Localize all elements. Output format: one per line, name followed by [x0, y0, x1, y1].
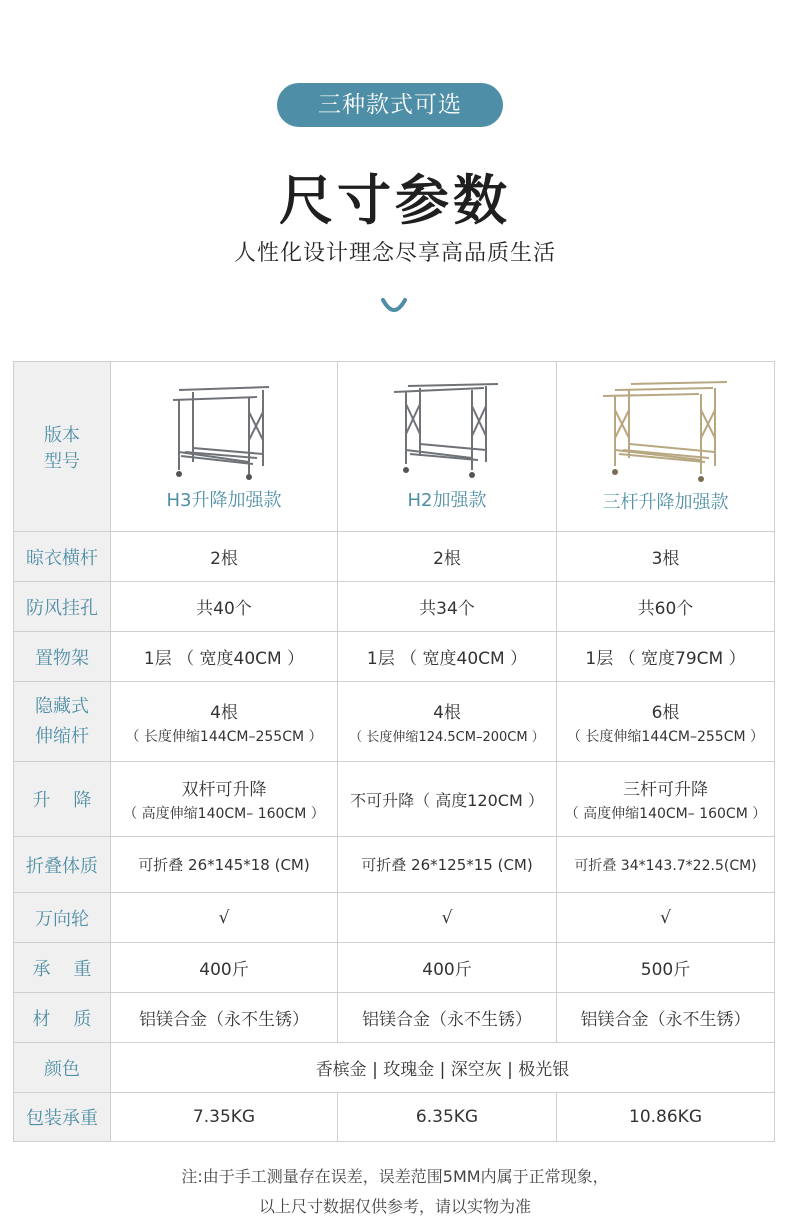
product-cell-three-bar: [557, 362, 775, 532]
table-cell: [111, 632, 338, 682]
table-row-color: [14, 1043, 775, 1093]
lift-range: （ 高度伸缩140CM– 160CM ）: [564, 806, 767, 822]
table-cell: 400斤: [111, 943, 338, 993]
telescopic-count: 4根: [433, 703, 461, 723]
page-title: 尺寸参数: [279, 169, 511, 232]
table-cell: [557, 762, 775, 837]
checkmark-icon: √: [660, 907, 671, 928]
table-cell: 共34个: [338, 582, 557, 632]
material-value: 铝镁合金（永不生锈）: [139, 1010, 309, 1030]
footnote-line-1: 注:由于手工测量存在误差，误差范围5MM内属于正常现象，: [181, 1167, 609, 1186]
row-label-model: 版本 型号: [14, 362, 111, 532]
style-options-badge: 三种款式可选: [277, 83, 503, 127]
row-label-color: 颜色: [14, 1043, 111, 1093]
color-options-cell: 香槟金 | 玫瑰金 | 深空灰 | 极光银: [111, 1043, 775, 1093]
smile-arc-icon: [380, 296, 408, 316]
row-label-material: 材 质: [14, 993, 111, 1043]
table-cell: 10.86KG: [557, 1093, 775, 1142]
table-cell: [557, 893, 775, 943]
shelf-value: 1层 （ 宽度40CM ）: [143, 649, 305, 669]
table-cell: [111, 682, 338, 762]
material-value: 铝镁合金（永不生锈）: [580, 1010, 751, 1030]
model-name-h3: H3升降加强款: [166, 489, 282, 511]
table-cell: [338, 762, 557, 837]
table-cell: [338, 837, 557, 893]
lift-value: 不可升降（ 高度120CM ）: [350, 790, 544, 810]
fold-value: 可折叠 26*125*15 (CM): [361, 856, 533, 874]
table-cell: [338, 632, 557, 682]
table-row-lift: [14, 762, 775, 837]
spec-table: [13, 361, 775, 1142]
product-cell-h2: [338, 362, 557, 532]
table-cell: [557, 837, 775, 893]
shelf-value: 1层 （ 宽度79CM ）: [585, 649, 746, 669]
table-cell: 共40个: [111, 582, 338, 632]
page-subtitle: 人性化设计理念尽享高品质生活: [233, 241, 556, 266]
table-row-package: [14, 1093, 775, 1142]
drying-rack-h2-image: [392, 382, 502, 482]
table-row-holes: [14, 582, 775, 632]
checkmark-icon: √: [441, 907, 453, 928]
table-cell: [111, 993, 338, 1043]
table-row-load: [14, 943, 775, 993]
lift-value: 三杆可升降: [623, 780, 708, 800]
table-cell: [557, 993, 775, 1043]
table-cell: 2根: [338, 532, 557, 582]
table-cell: [111, 837, 338, 893]
table-cell: 共60个: [557, 582, 775, 632]
telescopic-range: （ 长度伸缩144CM–255CM ）: [125, 728, 323, 745]
table-cell: [338, 893, 557, 943]
table-cell: [338, 682, 557, 762]
row-label-fold: 折叠体质: [14, 837, 111, 893]
fold-value: 可折叠 26*145*18 (CM): [138, 856, 310, 874]
row-label-shelf: 置物架: [14, 632, 111, 682]
row-label-telescopic: 隐藏式 伸缩杆: [14, 682, 111, 762]
table-row-fold: [14, 837, 775, 893]
table-cell: [111, 762, 338, 837]
product-cell-h3: [111, 362, 338, 532]
table-cell: [557, 682, 775, 762]
table-cell: 400斤: [338, 943, 557, 993]
table-row-model: [14, 362, 775, 532]
lift-range: （ 高度伸缩140CM– 160CM ）: [123, 806, 325, 822]
shelf-value: 1层 （ 宽度40CM ）: [366, 649, 528, 669]
table-row-shelf: [14, 632, 775, 682]
table-row-wheel: [14, 893, 775, 943]
row-label-package: 包装承重: [14, 1093, 111, 1142]
model-name-three-bar: 三杆升降加强款: [602, 491, 729, 513]
checkmark-icon: √: [218, 907, 230, 928]
row-label-holes: 防风挂孔: [14, 582, 111, 632]
table-cell: 7.35KG: [111, 1093, 338, 1142]
table-row-material: [14, 993, 775, 1043]
drying-rack-three-bar-image: [601, 380, 731, 484]
footnote-line-2: 以上尺寸数据仅供参考，请以实物为准: [258, 1197, 531, 1216]
table-cell: 3根: [557, 532, 775, 582]
row-label-load: 承 重: [14, 943, 111, 993]
row-label-wheel: 万向轮: [14, 893, 111, 943]
model-name-h2: H2加强款: [407, 489, 487, 511]
row-label-lift: 升 降: [14, 762, 111, 837]
telescopic-range: （ 长度伸缩144CM–255CM ）: [566, 728, 765, 745]
telescopic-count: 4根: [210, 702, 238, 723]
table-row-bars: [14, 532, 775, 582]
table-cell: [557, 632, 775, 682]
telescopic-count: 6根: [651, 702, 680, 723]
table-cell: 2根: [111, 532, 338, 582]
lift-value: 双杆可升降: [181, 780, 267, 800]
table-row-telescopic: [14, 682, 775, 762]
table-cell: [338, 993, 557, 1043]
table-cell: 6.35KG: [338, 1093, 557, 1142]
telescopic-range: （ 长度伸缩124.5CM–200CM ）: [349, 730, 545, 745]
row-label-bars: 晾衣横杆: [14, 532, 111, 582]
table-cell: 500斤: [557, 943, 775, 993]
table-cell: [111, 893, 338, 943]
material-value: 铝镁合金（永不生锈）: [362, 1010, 532, 1030]
fold-value: 可折叠 34*143.7*22.5(CM): [574, 857, 757, 874]
drying-rack-h3-image: [169, 382, 279, 482]
